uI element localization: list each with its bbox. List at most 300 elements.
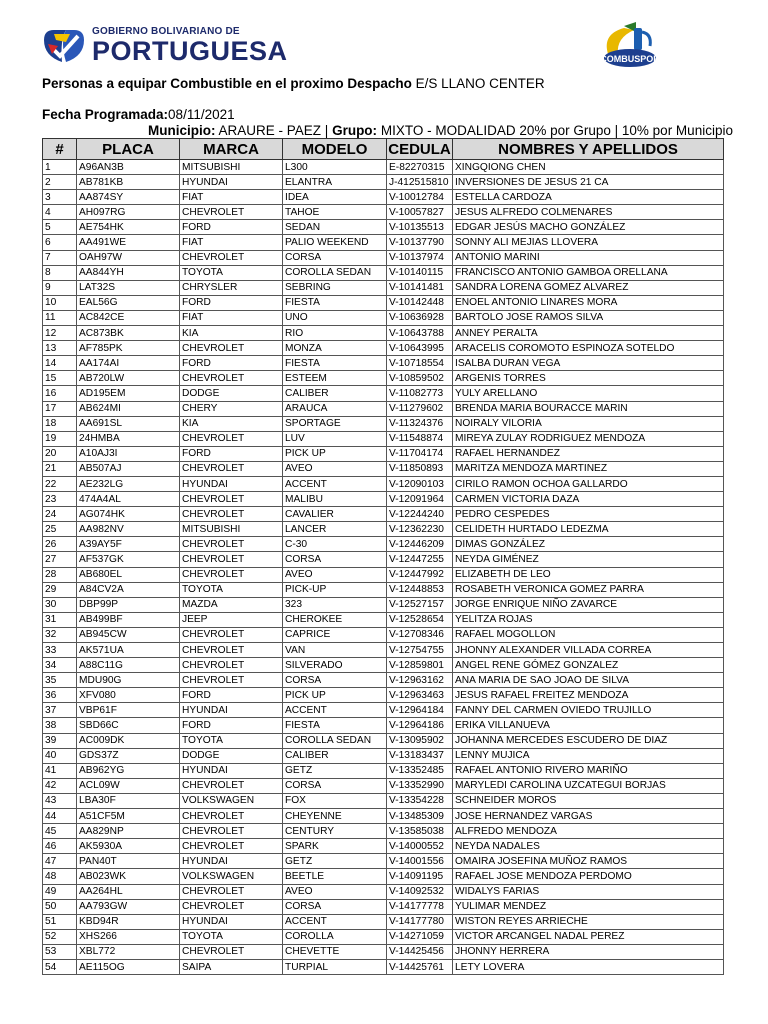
- table-row: [43, 809, 724, 824]
- cedula-cell: V-10141481: [387, 280, 453, 295]
- portuguesa-emblem-icon: [40, 26, 88, 66]
- table-row: [43, 899, 724, 914]
- cedula-cell: V-11704174: [387, 446, 453, 461]
- modelo-cell: CAVALIER: [283, 507, 387, 522]
- row-number: 34: [43, 658, 77, 673]
- cedula-cell: V-14000552: [387, 839, 453, 854]
- row-number: 33: [43, 643, 77, 658]
- cedula-cell: V-14271059: [387, 929, 453, 944]
- nombre-cell: OMAIRA JOSEFINA MUÑOZ RAMOS: [453, 854, 724, 869]
- table-header-row: [43, 139, 724, 160]
- marca-cell: HYUNDAI: [180, 854, 283, 869]
- placa-cell: AA793GW: [77, 899, 180, 914]
- marca-cell: CHEVROLET: [180, 507, 283, 522]
- marca-cell: CHEVROLET: [180, 461, 283, 476]
- placa-cell: PAN40T: [77, 854, 180, 869]
- marca-cell: CHEVROLET: [180, 643, 283, 658]
- nombre-cell: RAFAEL MOGOLLON: [453, 627, 724, 642]
- modelo-cell: FOX: [283, 793, 387, 808]
- modelo-cell: ACCENT: [283, 703, 387, 718]
- modelo-cell: PICK-UP: [283, 582, 387, 597]
- table-row: [43, 627, 724, 642]
- marca-cell: FORD: [180, 718, 283, 733]
- placa-cell: AA691SL: [77, 416, 180, 431]
- modelo-cell: CORSA: [283, 673, 387, 688]
- placa-cell: KBD94R: [77, 914, 180, 929]
- placa-cell: AE754HK: [77, 220, 180, 235]
- row-number: 54: [43, 959, 77, 974]
- fuel-list-table: [42, 138, 724, 975]
- nombre-cell: CELIDETH HURTADO LEDEZMA: [453, 522, 724, 537]
- nombre-cell: ESTELLA CARDOZA: [453, 190, 724, 205]
- placa-cell: OAH97W: [77, 250, 180, 265]
- marca-cell: FORD: [180, 295, 283, 310]
- placa-cell: AB023WK: [77, 869, 180, 884]
- modelo-cell: CORSA: [283, 899, 387, 914]
- placa-cell: AB624MI: [77, 401, 180, 416]
- placa-cell: AC009DK: [77, 733, 180, 748]
- nombre-cell: FRANCISCO ANTONIO GAMBOA ORELLANA: [453, 265, 724, 280]
- table-row: [43, 718, 724, 733]
- nombre-cell: RAFAEL ANTONIO RIVERO MARIÑO: [453, 763, 724, 778]
- table-row: [43, 476, 724, 491]
- municipio-grupo: [148, 123, 733, 138]
- nombre-cell: NEYDA NADALES: [453, 839, 724, 854]
- row-number: 6: [43, 235, 77, 250]
- marca-cell: CHEVROLET: [180, 627, 283, 642]
- row-number: 44: [43, 809, 77, 824]
- fecha-label: Fecha Programada:: [42, 107, 169, 122]
- row-number: 35: [43, 673, 77, 688]
- modelo-cell: PALIO WEEKEND: [283, 235, 387, 250]
- row-number: 39: [43, 733, 77, 748]
- marca-cell: VOLKSWAGEN: [180, 793, 283, 808]
- row-number: 9: [43, 280, 77, 295]
- table-row: [43, 612, 724, 627]
- table-row: [43, 492, 724, 507]
- placa-cell: AE232LG: [77, 476, 180, 491]
- cedula-cell: V-10643788: [387, 326, 453, 341]
- nombre-cell: JESUS RAFAEL FREITEZ MENDOZA: [453, 688, 724, 703]
- cedula-cell: V-10643995: [387, 341, 453, 356]
- row-number: 30: [43, 597, 77, 612]
- marca-cell: CHEVROLET: [180, 824, 283, 839]
- modelo-cell: ARAUCA: [283, 401, 387, 416]
- cedula-cell: V-12362230: [387, 522, 453, 537]
- col-header-nombres: NOMBRES Y APELLIDOS: [453, 139, 724, 160]
- row-number: 16: [43, 386, 77, 401]
- nombre-cell: SONNY ALI MEJIAS LLOVERA: [453, 235, 724, 250]
- marca-cell: CHEVROLET: [180, 250, 283, 265]
- row-number: 5: [43, 220, 77, 235]
- placa-cell: AF785PK: [77, 341, 180, 356]
- modelo-cell: BEETLE: [283, 869, 387, 884]
- nombre-cell: YULY ARELLANO: [453, 386, 724, 401]
- marca-cell: FIAT: [180, 190, 283, 205]
- cedula-cell: V-10859502: [387, 371, 453, 386]
- modelo-cell: C-30: [283, 537, 387, 552]
- cedula-cell: V-12091964: [387, 492, 453, 507]
- placa-cell: A39AY5F: [77, 537, 180, 552]
- col-header-cedula: CEDULA: [388, 140, 451, 158]
- placa-cell: AK571UA: [77, 643, 180, 658]
- nombre-cell: ALFREDO MENDOZA: [453, 824, 724, 839]
- cedula-cell: V-10718554: [387, 356, 453, 371]
- col-header-marca: MARCA: [180, 139, 283, 160]
- modelo-cell: ESTEEM: [283, 371, 387, 386]
- marca-cell: CHEVROLET: [180, 884, 283, 899]
- cedula-cell: E-82270315: [387, 160, 453, 175]
- table-row: [43, 416, 724, 431]
- row-number: 52: [43, 929, 77, 944]
- row-number: 28: [43, 567, 77, 582]
- marca-cell: CHEVROLET: [180, 492, 283, 507]
- row-number: 14: [43, 356, 77, 371]
- cedula-cell: V-11324376: [387, 416, 453, 431]
- row-number: 32: [43, 627, 77, 642]
- table-row: [43, 235, 724, 250]
- municipio-label: Municipio:: [148, 123, 216, 138]
- row-number: 23: [43, 492, 77, 507]
- modelo-cell: AVEO: [283, 567, 387, 582]
- modelo-cell: MALIBU: [283, 492, 387, 507]
- row-number: 45: [43, 824, 77, 839]
- modelo-cell: IDEA: [283, 190, 387, 205]
- nombre-cell: CIRILO RAMON OCHOA GALLARDO: [453, 476, 724, 491]
- marca-cell: HYUNDAI: [180, 763, 283, 778]
- table-row: [43, 371, 724, 386]
- cedula-cell: V-12708346: [387, 627, 453, 642]
- cedula-cell: V-13352485: [387, 763, 453, 778]
- placa-cell: XFV080: [77, 688, 180, 703]
- cedula-cell: V-10137790: [387, 235, 453, 250]
- row-number: 7: [43, 250, 77, 265]
- table-row: [43, 884, 724, 899]
- table-row: [43, 688, 724, 703]
- cedula-cell: V-14177778: [387, 899, 453, 914]
- placa-cell: 24HMBA: [77, 431, 180, 446]
- table-row: [43, 401, 724, 416]
- marca-cell: CHEVROLET: [180, 205, 283, 220]
- nombre-cell: WIDALYS FARIAS: [453, 884, 724, 899]
- marca-cell: JEEP: [180, 612, 283, 627]
- marca-cell: DODGE: [180, 386, 283, 401]
- row-number: 17: [43, 401, 77, 416]
- table-row: [43, 703, 724, 718]
- grupo-label: Grupo:: [332, 123, 378, 138]
- table-row: [43, 341, 724, 356]
- nombre-cell: BRENDA MARIA BOURACCE MARIN: [453, 401, 724, 416]
- cedula-cell: V-10142448: [387, 295, 453, 310]
- marca-cell: CHEVROLET: [180, 567, 283, 582]
- placa-cell: AB507AJ: [77, 461, 180, 476]
- marca-cell: DODGE: [180, 748, 283, 763]
- cedula-cell: V-13352990: [387, 778, 453, 793]
- nombre-cell: NEYDA GIMÉNEZ: [453, 552, 724, 567]
- cedula-cell: V-14001556: [387, 854, 453, 869]
- cedula-cell: V-14425456: [387, 944, 453, 959]
- nombre-cell: ERIKA VILLANUEVA: [453, 718, 724, 733]
- marca-cell: CHEVROLET: [180, 431, 283, 446]
- placa-cell: XHS266: [77, 929, 180, 944]
- nombre-cell: JHONNY HERRERA: [453, 944, 724, 959]
- table-row: [43, 959, 724, 974]
- nombre-cell: EDGAR JESÚS MACHO GONZÁLEZ: [453, 220, 724, 235]
- placa-cell: AK5930A: [77, 839, 180, 854]
- nombre-cell: ELIZABETH DE LEO: [453, 567, 724, 582]
- row-number: 15: [43, 371, 77, 386]
- nombre-cell: MARITZA MENDOZA MARTINEZ: [453, 461, 724, 476]
- combuspor-text: COMBUSPOR: [600, 54, 660, 64]
- placa-cell: AA264HL: [77, 884, 180, 899]
- modelo-cell: MONZA: [283, 341, 387, 356]
- placa-cell: AH097RG: [77, 205, 180, 220]
- cedula-cell: V-13095902: [387, 733, 453, 748]
- modelo-cell: CHEYENNE: [283, 809, 387, 824]
- placa-cell: A51CF5M: [77, 809, 180, 824]
- cedula-cell: V-13585038: [387, 824, 453, 839]
- cedula-cell: V-12527157: [387, 597, 453, 612]
- combuspor-logo: [594, 20, 664, 74]
- row-number: 31: [43, 612, 77, 627]
- marca-cell: CHEVROLET: [180, 673, 283, 688]
- table-row: [43, 658, 724, 673]
- row-number: 22: [43, 476, 77, 491]
- row-number: 18: [43, 416, 77, 431]
- marca-cell: FORD: [180, 688, 283, 703]
- modelo-cell: FIESTA: [283, 295, 387, 310]
- placa-cell: A88C11G: [77, 658, 180, 673]
- row-number: 4: [43, 205, 77, 220]
- table-body: [43, 160, 724, 975]
- modelo-cell: LANCER: [283, 522, 387, 537]
- cedula-cell: V-13485309: [387, 809, 453, 824]
- placa-cell: AG074HK: [77, 507, 180, 522]
- modelo-cell: CORSA: [283, 778, 387, 793]
- table-row: [43, 793, 724, 808]
- portuguesa-logo: [40, 24, 288, 68]
- row-number: 48: [43, 869, 77, 884]
- table-row: [43, 386, 724, 401]
- table-row: [43, 220, 724, 235]
- placa-cell: GDS37Z: [77, 748, 180, 763]
- row-number: 51: [43, 914, 77, 929]
- row-number: 41: [43, 763, 77, 778]
- modelo-cell: SPORTAGE: [283, 416, 387, 431]
- table-row: [43, 778, 724, 793]
- marca-cell: CHEVROLET: [180, 899, 283, 914]
- modelo-cell: SEBRING: [283, 280, 387, 295]
- nombre-cell: ARACELIS COROMOTO ESPINOZA SOTELDO: [453, 341, 724, 356]
- table-row: [43, 431, 724, 446]
- nombre-cell: JORGE ENRIQUE NIÑO ZAVARCE: [453, 597, 724, 612]
- table-row: [43, 597, 724, 612]
- row-number: 27: [43, 552, 77, 567]
- row-number: 26: [43, 537, 77, 552]
- nombre-cell: WISTON REYES ARRIECHE: [453, 914, 724, 929]
- marca-cell: CHEVROLET: [180, 809, 283, 824]
- marca-cell: CHEVROLET: [180, 552, 283, 567]
- nombre-cell: ARGENIS TORRES: [453, 371, 724, 386]
- placa-cell: AB680EL: [77, 567, 180, 582]
- cedula-cell: V-10012784: [387, 190, 453, 205]
- row-number: 37: [43, 703, 77, 718]
- table-row: [43, 265, 724, 280]
- table-row: [43, 914, 724, 929]
- placa-cell: AA491WE: [77, 235, 180, 250]
- placa-cell: A10AJ3I: [77, 446, 180, 461]
- modelo-cell: CHEVETTE: [283, 944, 387, 959]
- nombre-cell: JOSE HERNANDEZ VARGAS: [453, 809, 724, 824]
- nombre-cell: NOIRALY VILORIA: [453, 416, 724, 431]
- table-row: [43, 733, 724, 748]
- col-header-number: #: [43, 139, 77, 160]
- marca-cell: HYUNDAI: [180, 175, 283, 190]
- table-row: [43, 160, 724, 175]
- marca-cell: FIAT: [180, 235, 283, 250]
- modelo-cell: ACCENT: [283, 476, 387, 491]
- placa-cell: AC873BK: [77, 326, 180, 341]
- modelo-cell: TURPIAL: [283, 959, 387, 974]
- row-number: 21: [43, 461, 77, 476]
- marca-cell: VOLKSWAGEN: [180, 869, 283, 884]
- modelo-cell: CORSA: [283, 552, 387, 567]
- modelo-cell: AVEO: [283, 884, 387, 899]
- modelo-cell: UNO: [283, 310, 387, 325]
- cedula-cell: V-10057827: [387, 205, 453, 220]
- row-number: 38: [43, 718, 77, 733]
- municipio-value: ARAURE - PAEZ |: [218, 123, 329, 138]
- modelo-cell: L300: [283, 160, 387, 175]
- row-number: 8: [43, 265, 77, 280]
- nombre-cell: INVERSIONES DE JESUS 21 CA: [453, 175, 724, 190]
- table-row: [43, 356, 724, 371]
- nombre-cell: ANTONIO MARINI: [453, 250, 724, 265]
- cedula-cell: V-11548874: [387, 431, 453, 446]
- row-number: 46: [43, 839, 77, 854]
- table-row: [43, 250, 724, 265]
- modelo-cell: CENTURY: [283, 824, 387, 839]
- cedula-cell: V-10636928: [387, 310, 453, 325]
- nombre-cell: YULIMAR MENDEZ: [453, 899, 724, 914]
- row-number: 29: [43, 582, 77, 597]
- marca-cell: MITSUBISHI: [180, 160, 283, 175]
- placa-cell: AA874SY: [77, 190, 180, 205]
- row-number: 1: [43, 160, 77, 175]
- row-number: 12: [43, 326, 77, 341]
- document-title: [42, 76, 545, 91]
- nombre-cell: BARTOLO JOSE RAMOS SILVA: [453, 310, 724, 325]
- placa-cell: A96AN3B: [77, 160, 180, 175]
- modelo-cell: ACCENT: [283, 914, 387, 929]
- cedula-cell: V-12964184: [387, 703, 453, 718]
- cedula-cell: V-11850893: [387, 461, 453, 476]
- nombre-cell: RAFAEL HERNANDEZ: [453, 446, 724, 461]
- cedula-cell: J-412515810: [387, 175, 453, 190]
- row-number: 47: [43, 854, 77, 869]
- nombre-cell: DIMAS GONZÁLEZ: [453, 537, 724, 552]
- nombre-cell: ROSABETH VERONICA GOMEZ PARRA: [453, 582, 724, 597]
- fecha-programada: [42, 107, 235, 122]
- cedula-cell: V-12754755: [387, 643, 453, 658]
- nombre-cell: CARMEN VICTORIA DAZA: [453, 492, 724, 507]
- nombre-cell: RAFAEL JOSE MENDOZA PERDOMO: [453, 869, 724, 884]
- marca-cell: TOYOTA: [180, 265, 283, 280]
- cedula-cell: V-14092532: [387, 884, 453, 899]
- placa-cell: AC842CE: [77, 310, 180, 325]
- table-row: [43, 748, 724, 763]
- cedula-cell: V-14425761: [387, 959, 453, 974]
- cedula-cell: V-12244240: [387, 507, 453, 522]
- cedula-cell: V-12447255: [387, 552, 453, 567]
- nombre-cell: SCHNEIDER MOROS: [453, 793, 724, 808]
- nombre-cell: ANGEL RENE GÓMEZ GONZALEZ: [453, 658, 724, 673]
- modelo-cell: CHEROKEE: [283, 612, 387, 627]
- fuel-pump-icon: [594, 20, 664, 74]
- modelo-cell: CALIBER: [283, 386, 387, 401]
- marca-cell: HYUNDAI: [180, 914, 283, 929]
- cedula-cell: V-12963463: [387, 688, 453, 703]
- placa-cell: AA829NP: [77, 824, 180, 839]
- cedula-cell: V-12448853: [387, 582, 453, 597]
- modelo-cell: FIESTA: [283, 718, 387, 733]
- nombre-cell: ISALBA DURAN VEGA: [453, 356, 724, 371]
- table-row: [43, 175, 724, 190]
- cedula-cell: V-12528654: [387, 612, 453, 627]
- table-row: [43, 839, 724, 854]
- row-number: 49: [43, 884, 77, 899]
- table-row: [43, 507, 724, 522]
- row-number: 13: [43, 341, 77, 356]
- modelo-cell: 323: [283, 597, 387, 612]
- cedula-cell: V-13183437: [387, 748, 453, 763]
- cedula-cell: V-12963162: [387, 673, 453, 688]
- nombre-cell: LETY LOVERA: [453, 959, 724, 974]
- marca-cell: TOYOTA: [180, 929, 283, 944]
- cedula-cell: V-14091195: [387, 869, 453, 884]
- modelo-cell: GETZ: [283, 763, 387, 778]
- nombre-cell: LENNY MUJICA: [453, 748, 724, 763]
- modelo-cell: SILVERADO: [283, 658, 387, 673]
- marca-cell: TOYOTA: [180, 733, 283, 748]
- table-row: [43, 205, 724, 220]
- placa-cell: A84CV2A: [77, 582, 180, 597]
- row-number: 19: [43, 431, 77, 446]
- logo-title: PORTUGUESA: [92, 36, 288, 66]
- table-row: [43, 537, 724, 552]
- nombre-cell: ANA MARIA DE SAO JOAO DE SILVA: [453, 673, 724, 688]
- nombre-cell: VICTOR ARCANGEL NADAL PEREZ: [453, 929, 724, 944]
- row-number: 42: [43, 778, 77, 793]
- table-row: [43, 673, 724, 688]
- modelo-cell: VAN: [283, 643, 387, 658]
- modelo-cell: CORSA: [283, 250, 387, 265]
- modelo-cell: SEDAN: [283, 220, 387, 235]
- placa-cell: AB781KB: [77, 175, 180, 190]
- marca-cell: TOYOTA: [180, 582, 283, 597]
- modelo-cell: COROLLA SEDAN: [283, 265, 387, 280]
- table-row: [43, 446, 724, 461]
- table-row: [43, 944, 724, 959]
- nombre-cell: XINGQIONG CHEN: [453, 160, 724, 175]
- marca-cell: CHEVROLET: [180, 341, 283, 356]
- table-row: [43, 280, 724, 295]
- nombre-cell: JESUS ALFREDO COLMENARES: [453, 205, 724, 220]
- placa-cell: EAL56G: [77, 295, 180, 310]
- modelo-cell: COROLLA: [283, 929, 387, 944]
- marca-cell: FORD: [180, 356, 283, 371]
- cedula-cell: V-11279602: [387, 401, 453, 416]
